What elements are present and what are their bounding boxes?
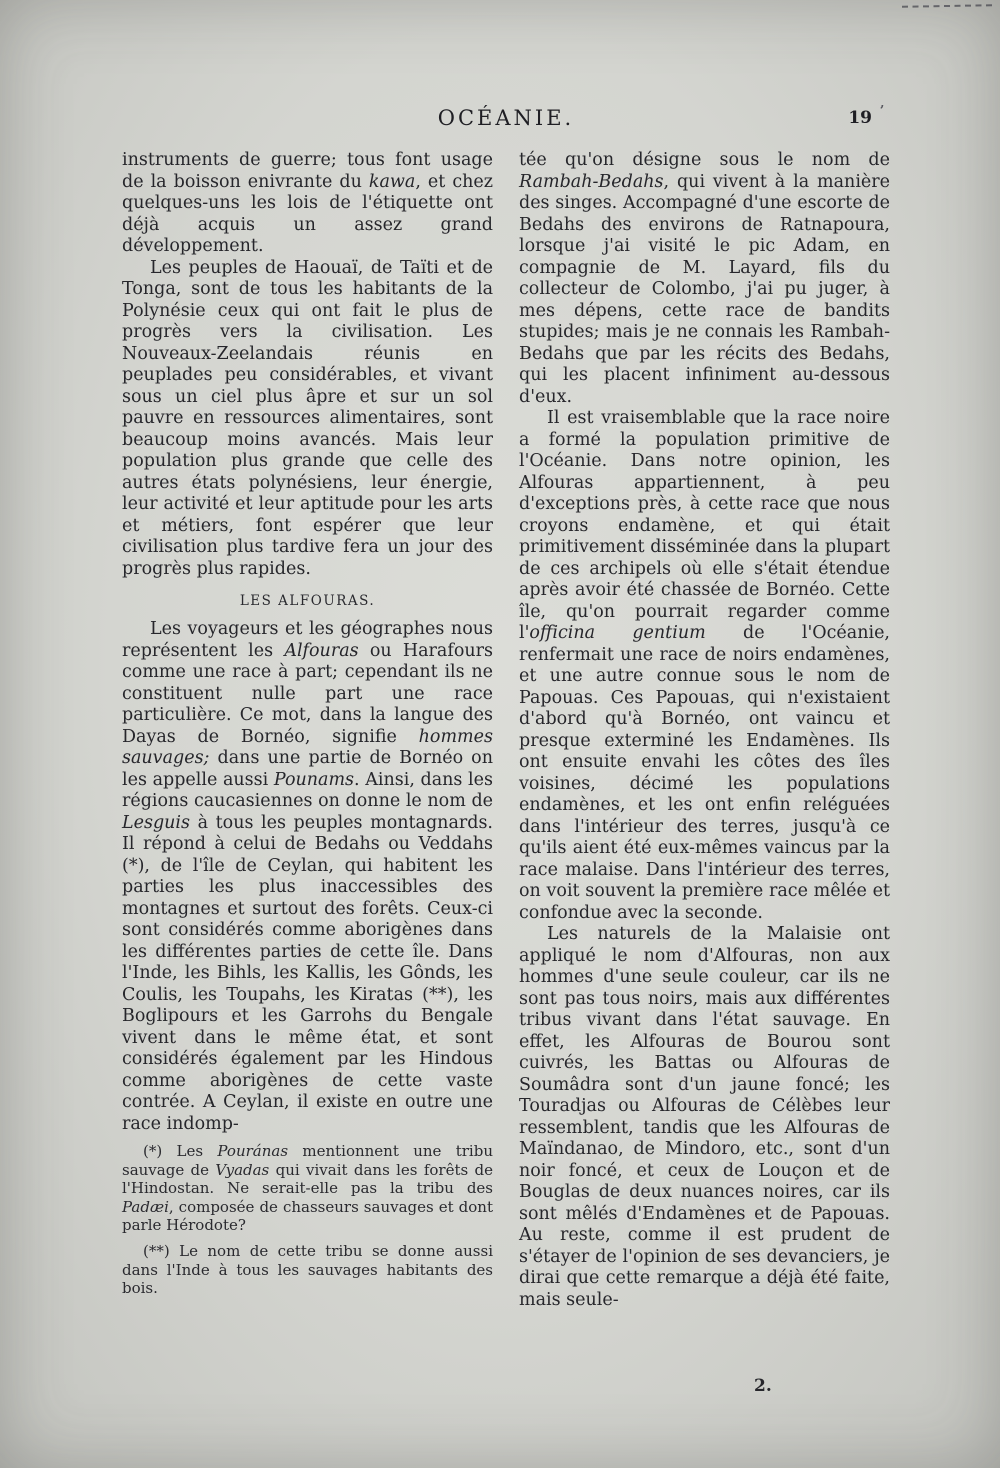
page-header [122,106,890,136]
stray-mark: ʼ [879,104,884,119]
paragraph: Il est vraisemblable que la race noire a formé la population primitive de l'Océanie. Dans notre opinion, les Alfouras appartiennent, à peu d'exceptions près, à cette race que nous croyons endamène, et qui était primitivement disséminée dans la plupart de ces archipels où elle s'était étendue après avoir été chassée de Bornéo. Cette île, qu'on pourrait regarder comme l'officina gentium de l'Océanie, renfermait une race de noirs endamènes, et une autre connue sous le nom de Papouas. Ces Papouas, qui n'existaient d'abord qu'à Bornéo, ont vaincu et presque exterminé les Endamènes. Ils ont ensuite envahi les côtes des îles voisines, décimé les populations endamènes, et les ont enfin reléguées dans l'intérieur des terres, jusqu'à ce qu'ils aient été eux-mêmes vaincus par la race malaise. Dans l'intérieur des terres, on voit souvent la première race mêlée et confondue avec la seconde. [519,408,890,923]
page-number-value: 19 [848,108,872,128]
text-columns [122,150,890,1311]
right-column [519,150,890,1311]
section-heading: LES ALFOURAS. [239,593,376,609]
paragraph: Les voyageurs et les géographes nous représentent les Alfouras ou Harafours comme une race à part; cependant ils ne constituent nulle part une race particulière. Ce mot, dans la langue des Dayas de Bornéo, signifie hommes sauvages; dans une partie de Bornéo on les appelle aussi Pounams. Ainsi, dans les régions caucasiennes on donne le nom de Lesguis à tous les peuples montagnards. Il répond à celui de Bedahs ou Veddahs (*), de l'île de Ceylan, qui habitent les parties les plus inaccessibles des montagnes et surtout des forêts. Ceux-ci sont considérés comme aborigènes dans les différentes parties de cette île. Dans l'Inde, les Bihls, les Kallis, les Gônds, les Coulis, les Toupahs, les Kiratas (**), les Boglipours et les Garrohs du Bengale vivent dans le même état, et sont considérés également par les Hindous comme aborigènes de cette vaste contrée. A Ceylan, il existe en outre une race indomp- [122,619,493,1134]
page-number [848,104,884,128]
left-column [122,150,493,1311]
signature-mark: 2. [754,1376,772,1396]
paragraph: tée qu'on désigne sous le nom de Rambah-Bedahs, qui vivent à la manière des singes. Accompagné d'une escorte de Bedahs des environs de Ratnapoura, lorsque j'ai visité le pic Adam, en compagnie de M. Layard, fils du collecteur de Colombo, j'ai pu juger, à mes dépens, cette race de bandits stupides; mais je ne connais les Rambah-Bedahs que par les récits des Bedahs, qui les placent infiniment au-dessous d'eux. [519,150,890,407]
paragraph: Les peuples de Haouaï, de Taïti et de Tonga, sont de tous les habitants de la Polynésie ceux qui ont fait le plus de progrès vers la civilisation. Les Nouveaux-Zeelandais réunis en peuplades peu considérables, et vivant sous un ciel plus âpre et sur un sol pauvre en ressources alimentaires, sont beaucoup moins avancés. Mais leur population plus grande que celle des autres états polynésiens, leur énergie, leur activité et leur aptitude pour les arts et métiers, font espérer que leur civilisation plus tardive fera un jour des progrès plus rapides. [122,257,493,579]
footnote: (*) Les Pouránas mentionnent une tribu sauvage de Vyadas qui vivait dans les forêts de l'Hindostan. Ne serait-elle pas la tribu des Padæi, composée de chasseurs sauvages et dont parle Hérodote? [122,1142,494,1235]
page-title: OCÉANIE. [437,106,575,130]
paragraph: instruments de guerre; tous font usage de la boisson enivrante du kawa, et chez quelques-uns les lois de l'étiquette ont déjà acquis un assez grand développement. [122,150,493,256]
footnote: (**) Le nom de cette tribu se donne aussi dans l'Inde à tous les sauvages habitants des bois. [122,1241,493,1298]
paragraph: Les naturels de la Malaisie ont appliqué le nom d'Alfouras, non aux hommes d'une seule couleur, car ils ne sont pas tous noirs, mais aux différentes tribus vivant dans l'état sauvage. En effet, les Alfouras de Bourou sont cuivrés, les Battas ou Alfouras de Soumâdra sont d'un jaune foncé; les Touradjas ou Alfouras de Célèbes leur ressemblent, tandis que les Alfouras de Maïndanao, de Mindoro, etc., sont d'un noir foncé, et ceux de Louçon et de Bouglas de deux nuances noires, car ils sont mêlés d'Endamènes et de Papouas. Au reste, comme il est prudent de s'étayer de l'opinion de ses devanciers, je dirai que cette remarque a déjà été faite, mais seule- [519,924,890,1310]
pen-mark-decoration [902,4,992,8]
